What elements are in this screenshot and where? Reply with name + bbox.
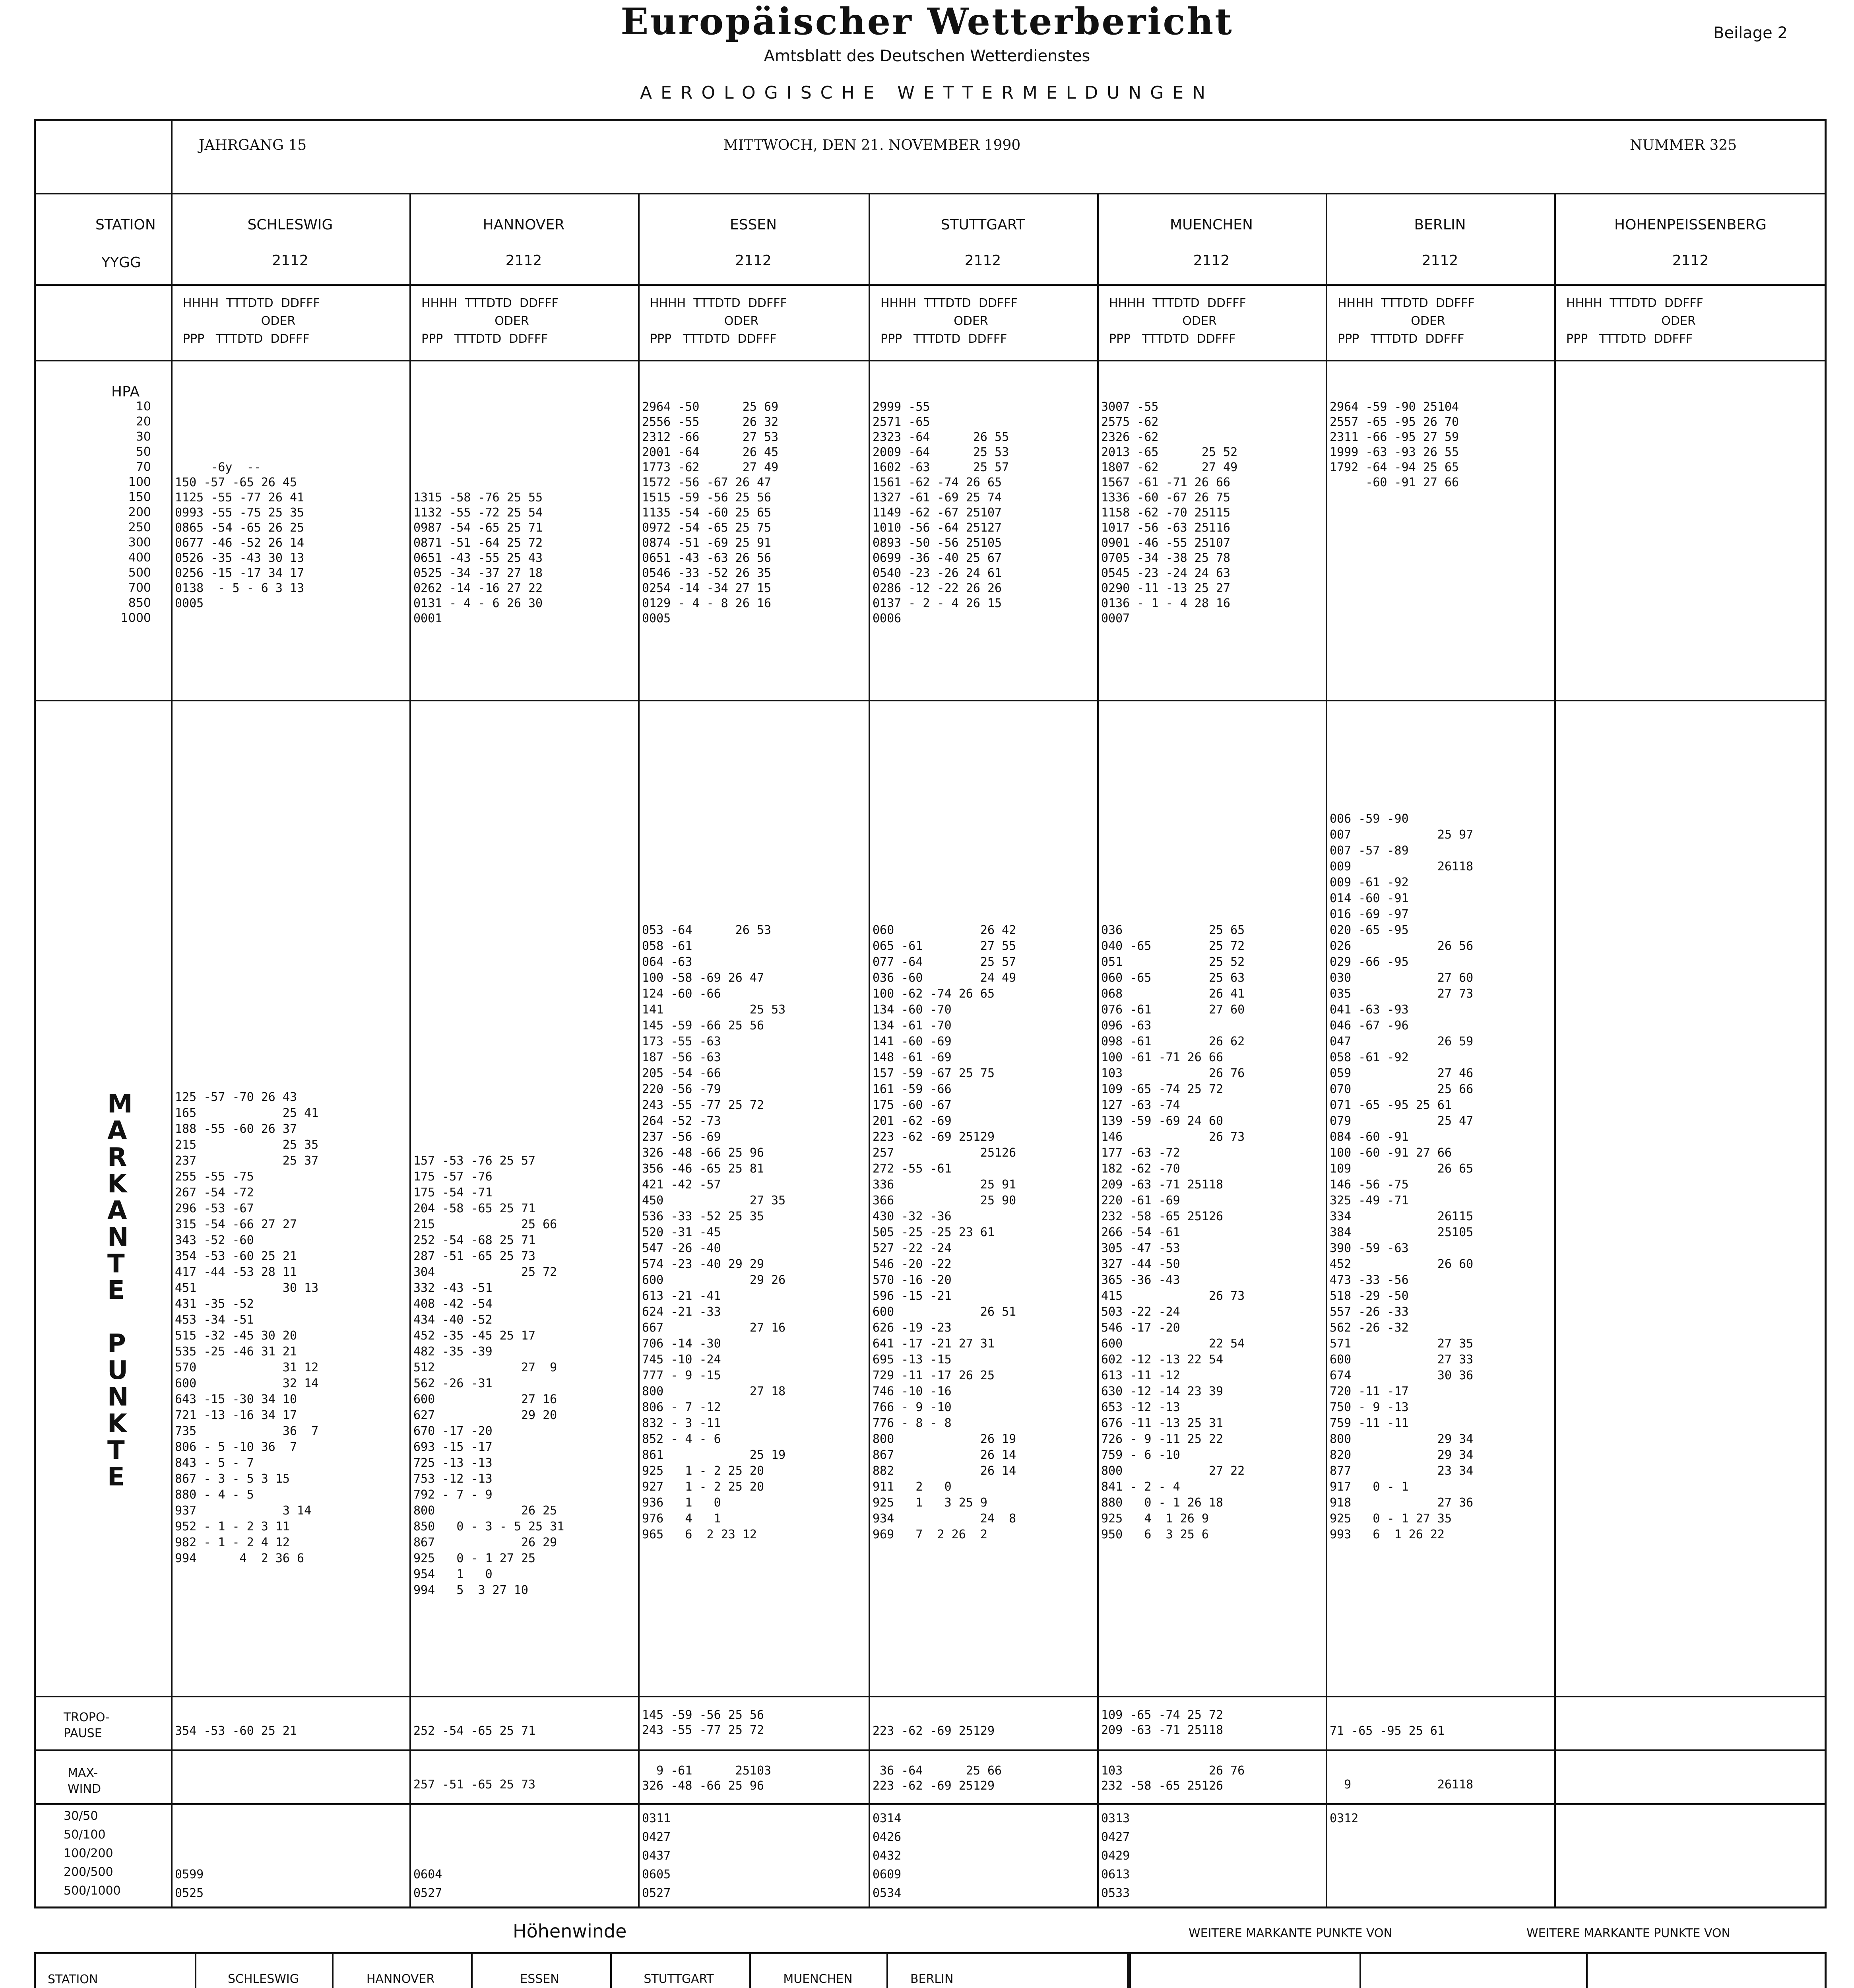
column-header: PPP TTTDTD DDFFF xyxy=(421,332,548,346)
pressure-level: 250 xyxy=(128,520,151,534)
pressure-level: 850 xyxy=(128,596,151,610)
schleswig-significant-points: 125 -57 -70 26 43 165 25 41 188 -55 -60 26 37 215 25 35 237 25 37 255 -55 -75 267 -54 -72 296 -53 -67 315 -54 -66 27 27 343 -52 -60 354 -53 -60 25 21 417 -44 -53 28 11 451 30 13 431 -35 -52 453 -34 -51 515 -32 -45 30 20 535 -25 -46 31 21 570 31 12 600 32 14 643 -15 -30 34 10 721 -13 -16 34 17 735 36 7 806 - 5 -10 36 7 843 - 5 - 7 867 - 3 - 5 3 15 880 - 4 - 5 937 3 14 952 - 1 - 2 3 11 982 - 1 - 2 4 12 994 4 2 36 6 xyxy=(175,1090,319,1565)
page-subtitle: Amtsblatt des Deutschen Wetterdienstes xyxy=(764,47,1090,65)
pressure-level: 200 xyxy=(128,505,151,519)
stuttgart-shear: 0314 0426 0432 0609 0534 xyxy=(873,1811,902,1900)
station-name: HANNOVER xyxy=(483,217,565,233)
markante-punkte-letter: T xyxy=(107,1249,125,1279)
maxwind-label: MAX- WIND xyxy=(68,1766,101,1796)
column-header: HHHH TTTDTD DDFFF xyxy=(650,296,787,310)
lower-station-name: SCHLESWIG xyxy=(227,1972,299,1986)
station-name: STUTTGART xyxy=(941,217,1025,233)
pressure-level: 400 xyxy=(128,551,151,565)
station-yygg: 2112 xyxy=(1672,252,1709,269)
berlin-shear: 0312 xyxy=(1330,1811,1359,1825)
issue-date: MITTWOCH, DEN 21. NOVEMBER 1990 xyxy=(723,137,1021,153)
station-yygg: 2112 xyxy=(735,252,772,269)
hannover-significant-points: 157 -53 -76 25 57 175 -57 -76 175 -54 -71 204 -58 -65 25 71 215 25 66 252 -54 -68 25 71 287 -51 -65 25 73 304 25 72 332 -43 -51 408 -42 -54 434 -40 -52 452 -35 -45 25 17 482 -35 -39 512 27 9 562 -26 -31 600 27 16 627 29 20 670 -17 -20 693 -15 -17 725 -13 -13 753 -12 -13 792 - 7 - 9 800 26 25 850 0 - 3 - 5 25 31 867 26 29 925 0 - 1 27 25 954 1 0 994 5 3 27 10 xyxy=(413,1154,564,1597)
stuttgart-maxwind: 36 -64 25 66 223 -62 -69 25129 xyxy=(873,1764,1002,1793)
pressure-level: 700 xyxy=(128,581,151,595)
schleswig-shear: 0599 0525 xyxy=(175,1868,204,1900)
column-header: PPP TTTDTD DDFFF xyxy=(183,332,310,346)
hannover-standard-levels: 1315 -58 -76 25 55 1132 -55 -72 25 54 0987 -54 -65 25 71 0871 -51 -64 25 72 0651 -43 -55 25 43 0525 -34 -37 27 18 0262 -14 -16 27 22 0131 - 4 - 6 26 30 0001 xyxy=(413,491,543,625)
shear-layer-label: 100/200 xyxy=(64,1846,113,1860)
column-header: HHHH TTTDTD DDFFF xyxy=(183,296,320,310)
stuttgart-tropopause: 223 -62 -69 25129 xyxy=(873,1724,995,1738)
weitere-title-2: WEITERE MARKANTE PUNKTE VON xyxy=(1526,1926,1730,1940)
lower-station-name: HANNOVER xyxy=(366,1972,435,1986)
column-header: HHHH TTTDTD DDFFF xyxy=(1566,296,1703,310)
column-header: HHHH TTTDTD DDFFF xyxy=(1338,296,1475,310)
berlin-standard-levels: 2964 -59 -90 25104 2557 -65 -95 26 70 2311 -66 -95 27 59 1999 -63 -93 26 55 1792 -64 -94 25 65 -60 -91 27 66 xyxy=(1330,400,1459,489)
berlin-tropopause: 71 -65 -95 25 61 xyxy=(1330,1724,1445,1738)
column-header: PPP TTTDTD DDFFF xyxy=(880,332,1007,346)
markante-punkte-letter: E xyxy=(107,1462,125,1492)
column-header: HHHH TTTDTD DDFFF xyxy=(1109,296,1246,310)
column-header: ODER xyxy=(1661,314,1696,328)
station-yygg: 2112 xyxy=(1422,252,1458,269)
column-header: ODER xyxy=(724,314,759,328)
muenchen-maxwind: 103 26 76 232 -58 -65 25126 xyxy=(1101,1764,1245,1793)
markante-punkte-letter: K xyxy=(107,1169,127,1199)
berlin-significant-points: 006 -59 -90 007 25 97 007 -57 -89 009 26118 009 -61 -92 014 -60 -91 016 -69 -97 020 -65 -95 026 26 56 029 -66 -95 030 27 60 035 27 73 041 -63 -93 046 -67 -96 047 26 59 058 -61 -92 059 27 46 070 25 66 071 -65 -95 25 61 079 25 47 084 -60 -91 100 -60 -91 27 66 109 26 65 146 -56 -75 325 -49 -71 334 26115 384 25105 390 -59 -63 452 26 60 473 -33 -56 518 -29 -50 557 -26 -33 562 -26 -32 571 27 35 600 27 33 674 30 36 720 -11 -17 750 - 9 -13 759 -11 -11 800 29 34 820 29 34 877 23 34 917 0 - 1 918 27 36 925 0 - 1 27 35 993 6 1 26 22 xyxy=(1330,812,1474,1541)
station-yygg: 2112 xyxy=(1193,252,1230,269)
markante-punkte-letter: P xyxy=(107,1329,126,1359)
markante-punkte-letter: A xyxy=(107,1196,127,1225)
column-header: ODER xyxy=(1182,314,1217,328)
column-header: ODER xyxy=(954,314,988,328)
column-header: HHHH TTTDTD DDFFF xyxy=(421,296,559,310)
berlin-maxwind: 9 26118 xyxy=(1330,1778,1474,1792)
station-name: SCHLESWIG xyxy=(247,217,333,233)
station-name: MUENCHEN xyxy=(1170,217,1253,233)
column-header: PPP TTTDTD DDFFF xyxy=(1338,332,1464,346)
hoehenwinde-title: Höhenwinde xyxy=(513,1920,627,1942)
lower-station-name: MUENCHEN xyxy=(783,1972,853,1986)
jahrgang: JAHRGANG 15 xyxy=(199,137,307,153)
pressure-level: 20 xyxy=(136,415,151,429)
pressure-level: 1000 xyxy=(120,611,151,625)
column-header: ODER xyxy=(261,314,296,328)
column-header: PPP TTTDTD DDFFF xyxy=(1109,332,1236,346)
shear-layer-label: 500/1000 xyxy=(64,1884,121,1898)
page-title: Europäischer Wetterbericht xyxy=(621,0,1233,43)
station-label: STATION xyxy=(95,217,156,233)
weitere-title-1: WEITERE MARKANTE PUNKTE VON xyxy=(1189,1926,1392,1940)
schleswig-standard-levels: -6y -- 150 -57 -65 26 45 1125 -55 -77 26 41 0993 -55 -75 25 35 0865 -54 -65 26 25 0677 -46 -52 26 14 0526 -35 -43 30 13 0256 -15 -17 34 17 0138 - 5 - 6 3 13 0005 xyxy=(175,460,304,610)
station-yygg: 2112 xyxy=(964,252,1001,269)
issue-number: NUMMER 325 xyxy=(1630,137,1737,153)
markante-punkte-letter: A xyxy=(107,1116,127,1145)
essen-tropopause: 145 -59 -56 25 56 243 -55 -77 25 72 xyxy=(642,1708,764,1737)
markante-punkte-letter: M xyxy=(107,1089,133,1119)
stuttgart-significant-points: 060 26 42 065 -61 27 55 077 -64 25 57 036 -60 24 49 100 -62 -74 26 65 134 -60 -70 134 -61 -70 141 -60 -69 148 -61 -69 157 -59 -67 25 75 161 -59 -66 175 -60 -67 201 -62 -69 223 -62 -69 25129 257 25126 272 -55 -61 336 25 91 366 25 90 430 -32 -36 505 -25 -25 23 61 527 -22 -24 546 -20 -22 570 -16 -20 596 -15 -21 600 26 51 626 -19 -23 641 -17 -21 27 31 695 -13 -15 729 -11 -17 26 25 746 -10 -16 766 - 9 -10 776 - 8 - 8 800 26 19 867 26 14 882 26 14 911 2 0 925 1 3 25 9 934 24 8 969 7 2 26 2 xyxy=(873,923,1016,1541)
essen-shear: 0311 0427 0437 0605 0527 xyxy=(642,1811,671,1900)
muenchen-shear: 0313 0427 0429 0613 0533 xyxy=(1101,1811,1130,1900)
shear-layer-label: 30/50 xyxy=(64,1809,98,1823)
hannover-tropopause: 252 -54 -65 25 71 xyxy=(413,1724,536,1738)
pressure-level: 30 xyxy=(136,430,151,444)
pressure-level: 50 xyxy=(136,445,151,459)
station-yygg: 2112 xyxy=(272,252,308,269)
column-header: PPP TTTDTD DDFFF xyxy=(1566,332,1693,346)
essen-maxwind: 9 -61 25103 326 -48 -66 25 96 xyxy=(642,1764,772,1793)
station-name: BERLIN xyxy=(1414,217,1466,233)
column-header: PPP TTTDTD DDFFF xyxy=(650,332,777,346)
station-name: HOHENPEISSENBERG xyxy=(1614,217,1767,233)
pressure-level: 150 xyxy=(128,490,151,504)
column-header: ODER xyxy=(1411,314,1445,328)
station-name: ESSEN xyxy=(729,217,777,233)
shear-layer-label: 200/500 xyxy=(64,1865,113,1879)
markante-punkte-letter: T xyxy=(107,1436,125,1465)
schleswig-tropopause: 354 -53 -60 25 21 xyxy=(175,1724,297,1738)
muenchen-standard-levels: 3007 -55 2575 -62 2326 -62 2013 -65 25 52 1807 -62 27 49 1567 -61 -71 26 66 1336 -60 -67 26 75 1158 -62 -70 25115 1017 -56 -63 25116 0901 -46 -55 25107 0705 -34 -38 25 78 0545 -23 -24 24 63 0290 -11 -13 25 27 0136 - 1 - 4 28 16 0007 xyxy=(1101,400,1238,625)
markante-punkte-letter: E xyxy=(107,1276,125,1305)
muenchen-significant-points: 036 25 65 040 -65 25 72 051 25 52 060 -65 25 63 068 26 41 076 -61 27 60 096 -63 098 -61 26 62 100 -61 -71 26 66 103 26 76 109 -65 -74 25 72 127 -63 -74 139 -59 -69 24 60 146 26 73 177 -63 -72 182 -62 -70 209 -63 -71 25118 220 -61 -69 232 -58 -65 25126 266 -54 -61 305 -47 -53 327 -44 -50 365 -36 -43 415 26 73 503 -22 -24 546 -17 -20 600 22 54 602 -12 -13 22 54 613 -11 -12 630 -12 -14 23 39 653 -12 -13 676 -11 -13 25 31 726 - 9 -11 25 22 759 - 6 -10 800 27 22 841 - 2 - 4 880 0 - 1 26 18 925 4 1 26 9 950 6 3 25 6 xyxy=(1101,923,1245,1541)
lower-station-label: STATION xyxy=(48,1972,98,1986)
column-header: HHHH TTTDTD DDFFF xyxy=(880,296,1018,310)
weitere-table xyxy=(1129,1952,1827,1988)
tropopause-label: TROPO- PAUSE xyxy=(64,1710,110,1740)
hannover-shear: 0604 0527 xyxy=(413,1868,442,1900)
markante-punkte-letter: R xyxy=(107,1143,127,1172)
beilage-label: Beilage 2 xyxy=(1713,24,1788,42)
pressure-level: 300 xyxy=(128,536,151,549)
pressure-level: 100 xyxy=(128,475,151,489)
lower-berlin-name: BERLIN xyxy=(910,1972,954,1986)
markante-punkte-letter: N xyxy=(107,1223,129,1252)
section-title: AEROLOGISCHE WETTERMELDUNGEN xyxy=(640,83,1214,103)
markante-punkte-letter: N xyxy=(107,1382,129,1412)
column-header: ODER xyxy=(495,314,529,328)
pressure-level: 10 xyxy=(136,400,151,414)
essen-significant-points: 053 -64 26 53 058 -61 064 -63 100 -58 -69 26 47 124 -60 -66 141 25 53 145 -59 -66 25 56 173 -55 -63 187 -56 -63 205 -54 -66 220 -56 -79 243 -55 -77 25 72 264 -52 -73 237 -56 -69 326 -48 -66 25 96 356 -46 -65 25 81 421 -42 -57 450 27 35 536 -33 -52 25 35 520 -31 -45 547 -26 -40 574 -23 -40 29 29 600 29 26 613 -21 -41 624 -21 -33 667 27 16 706 -14 -30 745 -10 -24 777 - 9 -15 800 27 18 806 - 7 -12 832 - 3 -11 852 - 4 - 6 861 25 19 925 1 - 2 25 20 927 1 - 2 25 20 936 1 0 976 4 1 965 6 2 23 12 xyxy=(642,923,786,1541)
markante-punkte-letter: K xyxy=(107,1409,127,1439)
muenchen-tropopause: 109 -65 -74 25 72 209 -63 -71 25118 xyxy=(1101,1708,1224,1737)
lower-station-name: ESSEN xyxy=(520,1972,559,1986)
shear-layer-label: 50/100 xyxy=(64,1828,106,1842)
markante-punkte-letter: U xyxy=(107,1356,128,1385)
hannover-maxwind: 257 -51 -65 25 73 xyxy=(413,1778,536,1792)
lower-station-name: STUTTGART xyxy=(644,1972,714,1986)
pressure-level: 500 xyxy=(128,566,151,580)
hpa-label: HPA xyxy=(111,384,140,400)
station-yygg: 2112 xyxy=(505,252,542,269)
stuttgart-standard-levels: 2999 -55 2571 -65 2323 -64 26 55 2009 -64 25 53 1602 -63 25 57 1561 -62 -74 26 65 1327 -61 -69 25 74 1149 -62 -67 25107 1010 -56 -64 25127 0893 -50 -56 25105 0699 -36 -40 25 67 0540 -23 -26 24 61 0286 -12 -22 26 26 0137 - 2 - 4 26 15 0006 xyxy=(873,400,1009,625)
pressure-level: 70 xyxy=(136,460,151,474)
yygg-label: YYGG xyxy=(101,254,141,271)
essen-standard-levels: 2964 -50 25 69 2556 -55 26 32 2312 -66 27 53 2001 -64 26 45 1773 -62 27 49 1572 -56 -67 26 47 1515 -59 -56 25 56 1135 -54 -60 25 65 0972 -54 -65 25 75 0874 -51 -69 25 91 0651 -43 -63 26 56 0546 -33 -52 26 35 0254 -14 -34 27 15 0129 - 4 - 8 26 16 0005 xyxy=(642,400,779,625)
